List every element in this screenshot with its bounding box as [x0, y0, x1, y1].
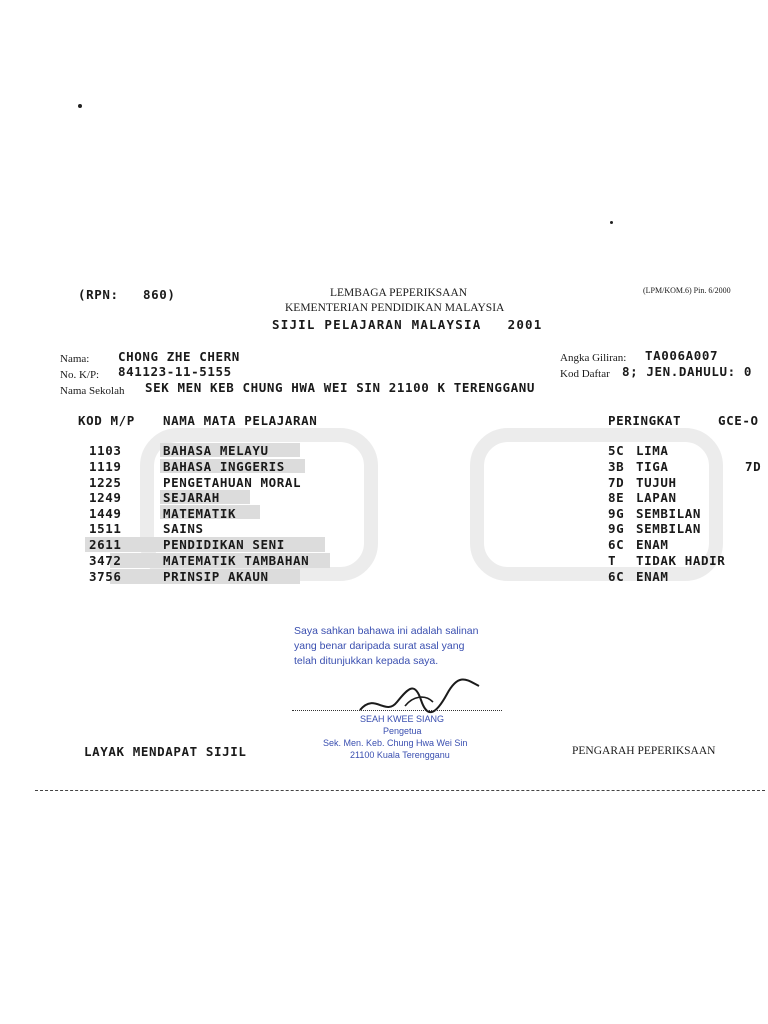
subject-code: 1249 — [89, 490, 122, 505]
subject-name: PENGETAHUAN MORAL — [163, 475, 302, 490]
table-row — [0, 537, 768, 553]
table-row — [0, 569, 768, 585]
subject-name: SAINS — [163, 521, 204, 536]
grade: 5C — [608, 443, 625, 458]
rpn-code: (RPN: 860) — [78, 287, 176, 302]
grade: 6C — [608, 537, 625, 552]
certification-line-1: Saya sahkan bahawa ini adalah salinan — [294, 625, 479, 637]
kod-daftar-label: Kod Daftar — [560, 368, 610, 380]
subject-code: 1119 — [89, 459, 122, 474]
grade-word: ENAM — [636, 537, 669, 552]
table-row — [0, 521, 768, 537]
subject-code: 1225 — [89, 475, 122, 490]
col-kod-header: KOD M/P — [78, 413, 135, 428]
pengarah-peperiksaan: PENGARAH PEPERIKSAAN — [572, 745, 716, 757]
certification-line-2: yang benar daripada surat asal yang — [294, 640, 465, 652]
grade: 9G — [608, 521, 625, 536]
scan-speck — [78, 104, 82, 108]
col-nama-header: NAMA MATA PELAJARAN — [163, 413, 318, 428]
grade-word: TIGA — [636, 459, 669, 474]
signer-role: Pengetua — [383, 726, 422, 736]
grade-word: SEMBILAN — [636, 506, 702, 521]
col-gce-header: GCE-O — [718, 413, 759, 428]
grade-word: ENAM — [636, 569, 669, 584]
subject-name: MATEMATIK TAMBAHAN — [163, 553, 310, 568]
kp-label: No. K/P: — [60, 369, 100, 381]
subject-name: BAHASA MELAYU — [163, 443, 269, 458]
name-label: Nama: — [60, 353, 90, 365]
subject-code: 2611 — [89, 537, 122, 552]
board-name: LEMBAGA PEPERIKSAAN — [330, 287, 468, 299]
grade: T — [608, 553, 617, 568]
signer-name: SEAH KWEE SIANG — [360, 714, 445, 724]
grade-word: SEMBILAN — [636, 521, 702, 536]
subject-name: BAHASA INGGERIS — [163, 459, 285, 474]
grade: 8E — [608, 490, 625, 505]
table-row — [0, 475, 768, 491]
grade-word: LIMA — [636, 443, 669, 458]
certification-line-3: telah ditunjukkan kepada saya. — [294, 655, 439, 667]
subject-code: 1511 — [89, 521, 122, 536]
signer-school: Sek. Men. Keb. Chung Hwa Wei Sin — [323, 738, 468, 748]
subject-name: PRINSIP AKAUN — [163, 569, 269, 584]
ministry-name: KEMENTERIAN PENDIDIKAN MALAYSIA — [285, 302, 505, 314]
kp-number: 841123-11-5155 — [118, 364, 232, 379]
table-row — [0, 506, 768, 522]
grade: 9G — [608, 506, 625, 521]
scan-speck — [610, 221, 613, 224]
angka-label: Angka Giliran: — [560, 352, 627, 364]
layak-status: LAYAK MENDAPAT SIJIL — [84, 744, 247, 759]
table-row — [0, 490, 768, 506]
grade-word: TIDAK HADIR — [636, 553, 726, 568]
grade-word: LAPAN — [636, 490, 677, 505]
candidate-name: CHONG ZHE CHERN — [118, 349, 240, 364]
subject-code: 3756 — [89, 569, 122, 584]
subject-name: MATEMATIK — [163, 506, 237, 521]
col-peringkat-header: PERINGKAT — [608, 413, 682, 428]
certificate-title: SIJIL PELAJARAN MALAYSIA 2001 — [272, 317, 543, 332]
gce-grade: 7D — [745, 459, 762, 474]
subject-code: 1103 — [89, 443, 122, 458]
subject-code: 1449 — [89, 506, 122, 521]
tear-line — [35, 790, 765, 791]
grade: 6C — [608, 569, 625, 584]
kod-daftar: 8; JEN.DAHULU: 0 — [622, 364, 753, 379]
subject-name: PENDIDIKAN SENI — [163, 537, 285, 552]
subject-code: 3472 — [89, 553, 122, 568]
angka-giliran: TA006A007 — [645, 348, 719, 363]
form-code: (LPM/KOM.6) Pin. 6/2000 — [643, 286, 731, 295]
subject-name: SEJARAH — [163, 490, 220, 505]
signature-line — [292, 710, 502, 711]
table-row — [0, 459, 768, 475]
table-row — [0, 443, 768, 459]
grade-word: TUJUH — [636, 475, 677, 490]
table-row — [0, 553, 768, 569]
grade: 7D — [608, 475, 625, 490]
school-label: Nama Sekolah — [60, 385, 125, 397]
signer-address: 21100 Kuala Terengganu — [350, 750, 450, 760]
grade: 3B — [608, 459, 625, 474]
school-name: SEK MEN KEB CHUNG HWA WEI SIN 21100 K TERENGGANU — [145, 380, 536, 395]
